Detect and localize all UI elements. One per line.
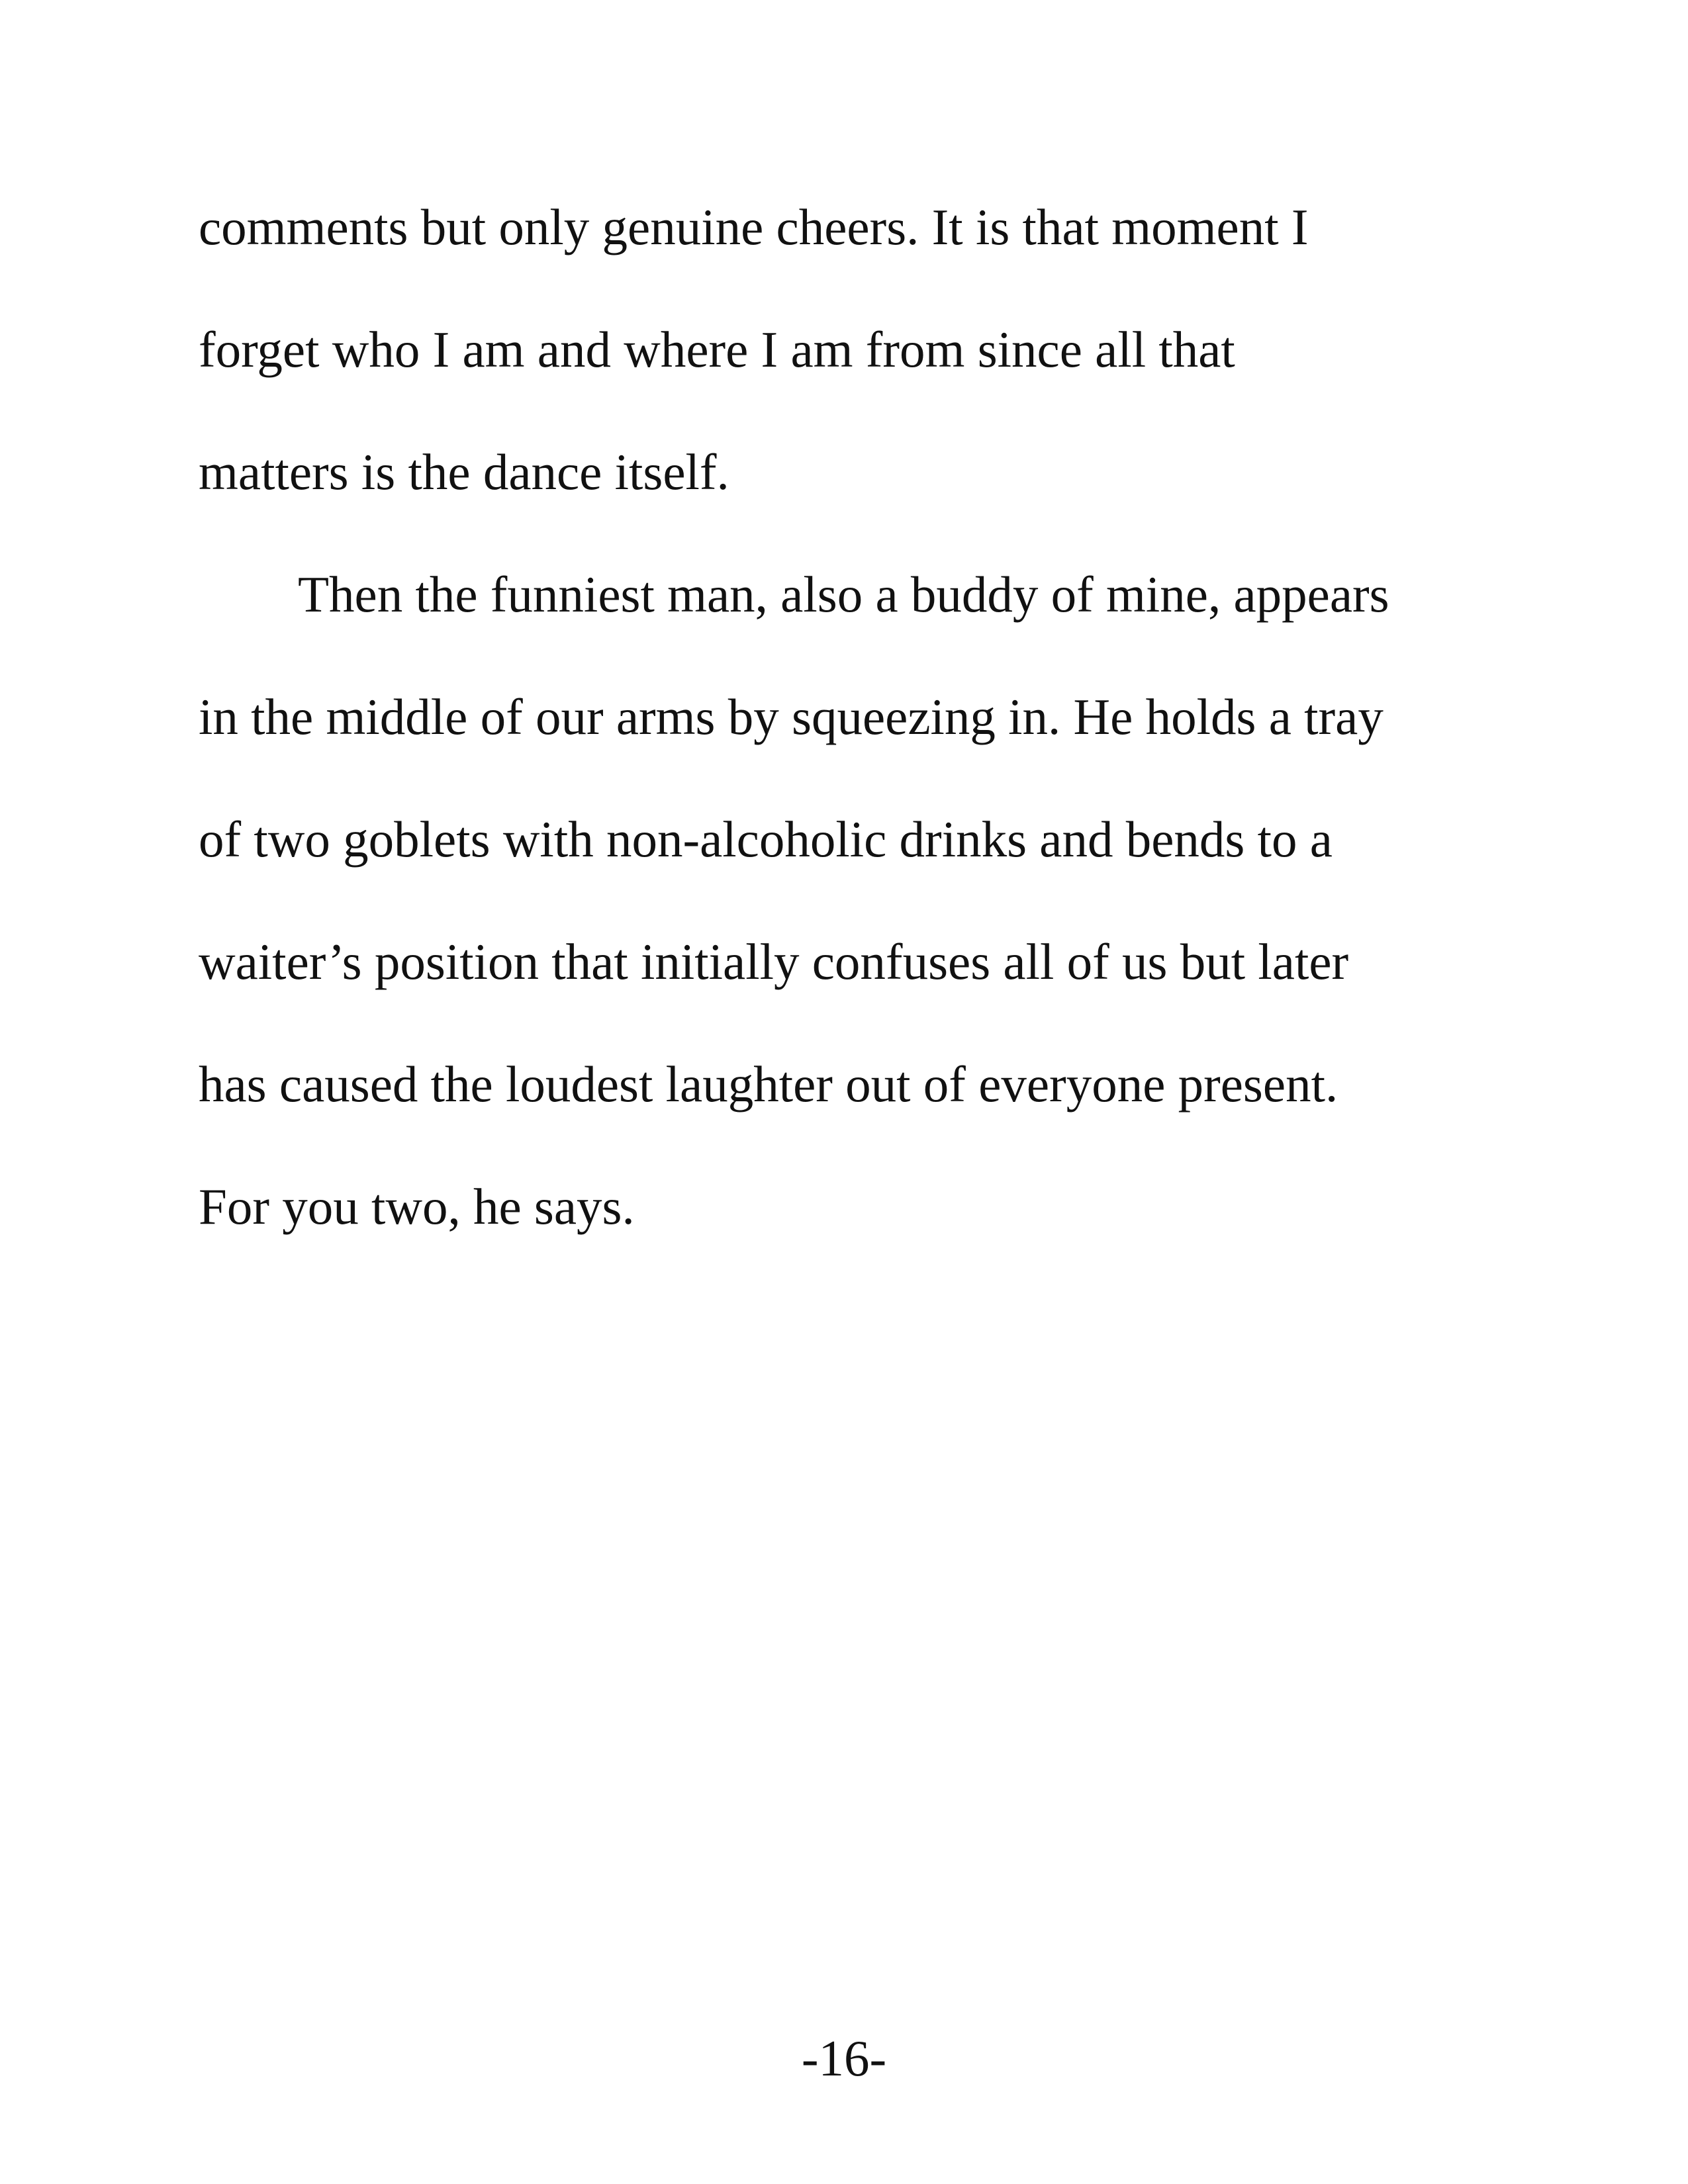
text-line: forget who I am and where I am from since all that [199, 321, 1235, 378]
text-line: of two goblets with non-alcoholic drinks and bends to a [199, 811, 1333, 868]
text-line: For you two, he says. [199, 1178, 635, 1235]
text-line: comments but only genuine cheers. It is that moment I [199, 199, 1309, 255]
text-line: waiter’s position that initially confuses all of us but later [199, 933, 1349, 990]
page-number: -16- [801, 2030, 887, 2087]
text-line: matters is the dance itself. [199, 443, 729, 500]
text-line-paragraph-start: Then the funniest man, also a buddy of mine, appears [298, 566, 1389, 623]
text-line: has caused the loudest laughter out of everyone present. [199, 1056, 1338, 1113]
text-line: in the middle of our arms by squeezing in. He holds a tray [199, 688, 1383, 745]
